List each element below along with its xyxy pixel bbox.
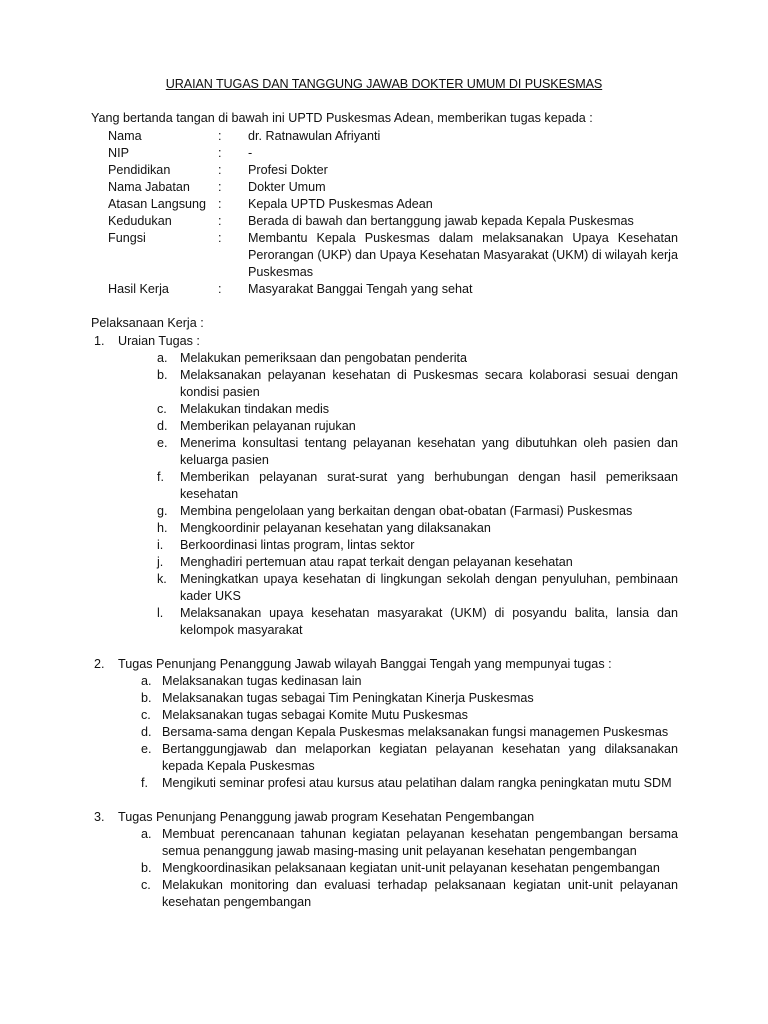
list-item	[91, 724, 678, 741]
item-letter: b.	[141, 691, 152, 705]
info-colon: :	[218, 146, 222, 160]
intro-text: Yang bertanda tangan di bawah ini UPTD Puskesmas Adean, memberikan tugas kepada :	[91, 111, 593, 125]
info-row-nama-jabatan	[108, 179, 678, 196]
section-number: 1.	[94, 334, 105, 348]
info-label: Fungsi	[108, 231, 146, 245]
item-letter: b.	[157, 368, 168, 382]
info-label: Nama	[108, 129, 142, 143]
item-text: Mengkoordinasikan pelaksanaan kegiatan unit-unit pelayanan kesehatan pengembangan	[162, 861, 660, 875]
item-letter: f.	[141, 776, 148, 790]
item-text: Mengikuti seminar profesi atau kursus atau pelatihan dalam rangka peningkatan mutu SDM	[162, 776, 672, 790]
sections-list	[91, 333, 678, 928]
list-item	[91, 571, 678, 605]
info-label: Nama Jabatan	[108, 180, 190, 194]
info-row-fungsi	[108, 230, 678, 281]
info-row-nama	[108, 128, 678, 145]
section-tugas-penunjang-program	[91, 809, 678, 911]
pelaksanaan-heading: Pelaksanaan Kerja :	[91, 316, 204, 330]
info-value: Masyarakat Banggai Tengah yang sehat	[248, 282, 473, 296]
section-tugas-penunjang-wilayah	[91, 656, 678, 792]
list-item	[91, 877, 678, 911]
item-letter: b.	[141, 861, 152, 875]
section-number: 3.	[94, 810, 105, 824]
info-row-hasil-kerja	[108, 281, 678, 298]
item-letter: h.	[157, 521, 168, 535]
section-heading	[91, 656, 678, 673]
list-item	[91, 401, 678, 418]
list-item	[91, 435, 678, 469]
item-letter: c.	[141, 878, 151, 892]
info-colon: :	[218, 129, 222, 143]
info-colon: :	[218, 231, 222, 245]
item-letter: e.	[141, 742, 152, 756]
info-value: -	[248, 146, 253, 160]
item-text: Melaksanakan pelayanan kesehatan di Puskesmas secara kolaborasi sesuai dengan kondisi pasien	[180, 368, 678, 399]
list-item	[91, 469, 678, 503]
list-item	[91, 690, 678, 707]
item-text: Berkoordinasi lintas program, lintas sektor	[180, 538, 415, 552]
list-item	[91, 860, 678, 877]
item-text: Menerima konsultasi tentang pelayanan kesehatan yang dibutuhkan oleh pasien dan keluarga pasien	[180, 436, 678, 467]
info-colon: :	[218, 180, 222, 194]
info-label: Atasan Langsung	[108, 197, 207, 211]
item-letter: k.	[157, 572, 167, 586]
item-text: Melakukan pemeriksaan dan pengobatan penderita	[180, 351, 468, 365]
item-text: Melakukan tindakan medis	[180, 402, 330, 416]
item-text: Membuat perencanaan tahunan kegiatan pelayanan kesehatan pengembangan bersama semua penanggung jawab masing-masing unit pelayanan kesehatan pengembangan	[162, 827, 678, 858]
item-letter: g.	[157, 504, 168, 518]
info-label: Pendidikan	[108, 163, 171, 177]
info-colon: :	[218, 163, 222, 177]
info-value: Membantu Kepala Puskesmas dalam melaksanakan Upaya Kesehatan Perorangan (UKP) dan Upaya Kesehatan Masyarakat (UKM) di wilayah kerja Puskesmas	[248, 231, 678, 279]
item-text: Bersama-sama dengan Kepala Puskesmas melaksanakan fungsi managemen Puskesmas	[162, 725, 669, 739]
item-letter: a.	[141, 827, 152, 841]
info-value: Profesi Dokter	[248, 163, 328, 177]
list-item	[91, 554, 678, 571]
info-value: Dokter Umum	[248, 180, 326, 194]
info-colon: :	[218, 282, 222, 296]
item-letter: j.	[157, 555, 164, 569]
section-title: Tugas Penunjang Penanggung Jawab wilayah Banggai Tengah yang mempunyai tugas :	[118, 657, 612, 671]
list-item	[91, 418, 678, 435]
item-letter: c.	[141, 708, 151, 722]
item-letter: a.	[157, 351, 168, 365]
list-item	[91, 537, 678, 554]
item-text: Melaksanakan tugas sebagai Tim Peningkatan Kinerja Puskesmas	[162, 691, 534, 705]
item-letter: e.	[157, 436, 168, 450]
info-colon: :	[218, 214, 222, 228]
section-heading	[91, 809, 678, 826]
item-text: Melaksanakan upaya kesehatan masyarakat (UKM) di posyandu balita, lansia dan kelompok masyarakat	[180, 606, 678, 637]
item-text: Membina pengelolaan yang berkaitan dengan obat-obatan (Farmasi) Puskesmas	[180, 504, 633, 518]
section-uraian-tugas	[91, 333, 678, 639]
item-text: Melakukan monitoring dan evaluasi terhadap pelaksanaan kegiatan unit-unit pelayanan kesehatan pengembangan	[162, 878, 678, 909]
list-item	[91, 503, 678, 520]
item-letter: d.	[141, 725, 152, 739]
section-number: 2.	[94, 657, 105, 671]
info-row-pendidikan	[108, 162, 678, 179]
list-item	[91, 350, 678, 367]
info-row-nip	[108, 145, 678, 162]
list-item	[91, 673, 678, 690]
info-colon: :	[218, 197, 222, 211]
info-value: Kepala UPTD Puskesmas Adean	[248, 197, 433, 211]
section-heading	[91, 333, 678, 350]
item-text: Memberikan pelayanan rujukan	[180, 419, 356, 433]
item-text: Menghadiri pertemuan atau rapat terkait dengan pelayanan kesehatan	[180, 555, 573, 569]
item-text: Meningkatkan upaya kesehatan di lingkungan sekolah dengan penyuluhan, pembinaan kader UKS	[180, 572, 678, 603]
section-title: Uraian Tugas :	[118, 334, 200, 348]
list-item	[91, 367, 678, 401]
info-value: Berada di bawah dan bertanggung jawab kepada Kepala Puskesmas	[248, 214, 634, 228]
item-letter: d.	[157, 419, 168, 433]
list-item	[91, 775, 678, 792]
list-item	[91, 826, 678, 860]
document-title: URAIAN TUGAS DAN TANGGUNG JAWAB DOKTER UMUM DI PUSKESMAS	[165, 77, 603, 91]
info-label: NIP	[108, 146, 129, 160]
item-text: Melaksanakan tugas sebagai Komite Mutu Puskesmas	[162, 708, 468, 722]
info-row-atasan-langsung	[108, 196, 678, 213]
info-row-kedudukan	[108, 213, 678, 230]
info-label: Kedudukan	[108, 214, 172, 228]
item-letter: i.	[157, 538, 164, 552]
list-item	[91, 520, 678, 537]
item-letter: l.	[157, 606, 164, 620]
list-item	[91, 741, 678, 775]
item-letter: a.	[141, 674, 152, 688]
item-letter: f.	[157, 470, 164, 484]
item-text: Mengkoordinir pelayanan kesehatan yang dilaksanakan	[180, 521, 491, 535]
info-table	[108, 128, 678, 298]
list-item	[91, 707, 678, 724]
item-text: Melaksanakan tugas kedinasan lain	[162, 674, 362, 688]
list-item	[91, 605, 678, 639]
item-text: Memberikan pelayanan surat-surat yang berhubungan dengan hasil pemeriksaan kesehatan	[180, 470, 678, 501]
item-text: Bertanggungjawab dan melaporkan kegiatan pelayanan kesehatan yang dilaksanakan kepada Kepala Puskesmas	[162, 742, 678, 773]
info-value: dr. Ratnawulan Afriyanti	[248, 129, 381, 143]
section-title: Tugas Penunjang Penanggung jawab program Kesehatan Pengembangan	[118, 810, 535, 824]
item-letter: c.	[157, 402, 167, 416]
info-label: Hasil Kerja	[108, 282, 169, 296]
